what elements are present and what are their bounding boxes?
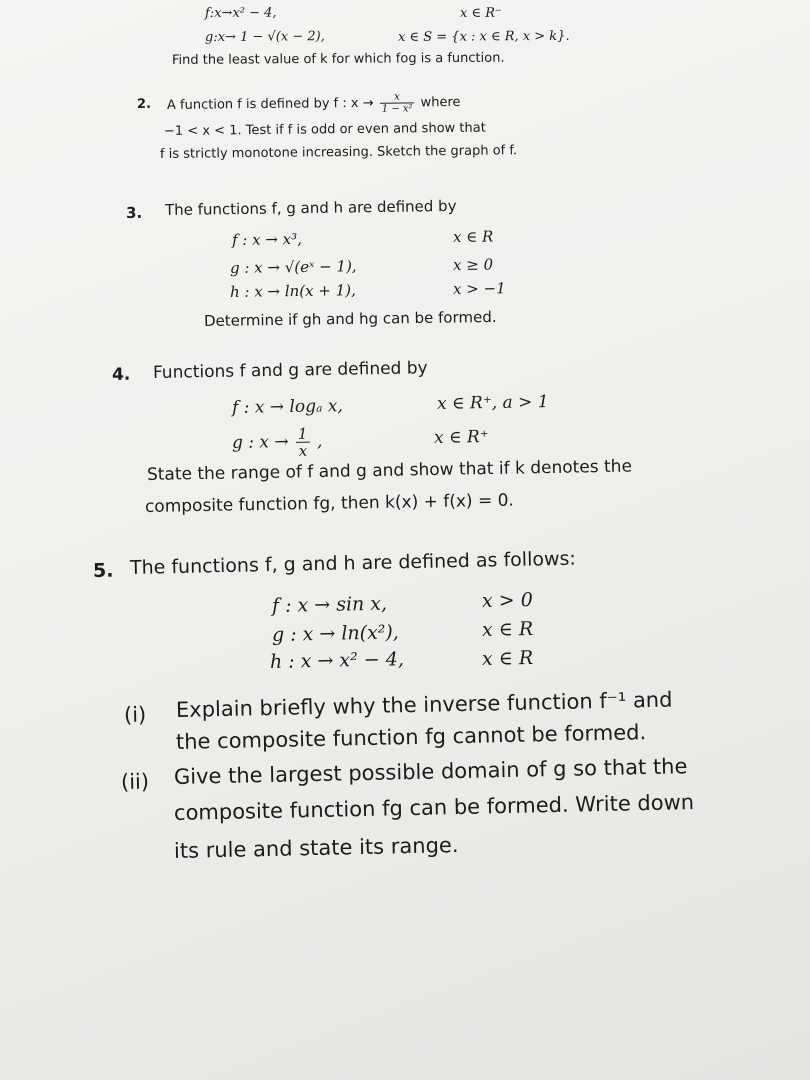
q3-g-definition: g : x → √(eˣ − 1), xyxy=(229,257,357,277)
q5-part-i-line1: Explain briefly why the inverse function f⁻¹ and xyxy=(175,687,673,722)
q2-line1 xyxy=(167,91,461,117)
q5-part-i-label: (i) xyxy=(123,702,147,727)
q4-g-definition-start: g : x → xyxy=(231,432,289,453)
q5-f-definition: f : x → sin x, xyxy=(271,592,388,617)
q5-intro: The functions f, g and h are defined as follows: xyxy=(129,547,577,579)
q4-g-domain: x ∈ R⁺ xyxy=(433,427,489,448)
q4-g-fraction-denominator: x xyxy=(298,441,308,460)
q5-number: 5. xyxy=(92,559,114,582)
q3-h-definition: h : x → ln(x + 1), xyxy=(229,281,356,301)
q2-fraction-numerator: x xyxy=(380,91,415,103)
q4-g-fraction-numerator: 1 xyxy=(297,424,308,443)
q1-g-domain: x ∈ S = {x : x ∈ R, x > k}. xyxy=(397,28,570,45)
q5-part-ii-label: (ii) xyxy=(120,769,150,794)
q5-f-domain: x > 0 xyxy=(481,588,534,612)
q1-g-definition: g:x→ 1 − √(x − 2), xyxy=(204,29,325,45)
q5-part-ii-line1: Give the largest possible domain of g so that the xyxy=(173,754,688,789)
q4-number: 4. xyxy=(111,364,131,385)
q4-f-definition: f : x → logₐ x, xyxy=(231,396,343,418)
q5-h-definition: h : x → x² − 4, xyxy=(269,648,405,673)
q2-line2: −1 < x < 1. Test if f is odd or even and show that xyxy=(163,120,486,139)
q4-intro: Functions f and g are defined by xyxy=(152,358,428,383)
q5-part-ii-line3: its rule and state its range. xyxy=(173,833,459,863)
q1-f-definition: f:x→x² − 4, xyxy=(204,5,277,21)
q3-f-domain: x ∈ R xyxy=(452,227,494,246)
q2-line3: f is strictly monotone increasing. Sketch the graph of f. xyxy=(159,143,518,162)
q3-h-domain: x > −1 xyxy=(452,279,506,298)
q3-intro: The functions f, g and h are defined by xyxy=(164,196,457,219)
q3-f-definition: f : x → x³, xyxy=(231,230,303,249)
q4-line1: State the range of f and g and show that if k denotes the xyxy=(146,456,633,485)
q2-fraction xyxy=(380,91,415,114)
q3-number: 3. xyxy=(125,203,143,222)
q5-h-domain: x ∈ R xyxy=(481,646,534,670)
q3-question-text: Determine if gh and hg can be formed. xyxy=(203,307,497,330)
q4-g-definition-end: , xyxy=(316,431,323,452)
q2-number: 2. xyxy=(136,96,152,112)
q4-line2: composite function fg, then k(x) + f(x) = 0. xyxy=(144,490,515,517)
q2-line1-start: A function f is defined by f : x → xyxy=(166,95,374,113)
q1-question-text: Find the least value of k for which fog is a function. xyxy=(171,50,505,68)
q4-f-domain: x ∈ R⁺, a > 1 xyxy=(436,392,549,414)
q4-g-fraction xyxy=(296,426,310,459)
q1-f-domain: x ∈ R⁻ xyxy=(459,5,502,21)
q5-part-i-line2: the composite function fg cannot be formed. xyxy=(175,720,647,754)
q5-part-ii-line2: composite function fg can be formed. Write down xyxy=(173,790,695,825)
q5-g-domain: x ∈ R xyxy=(481,617,534,641)
q2-fraction-denominator: 1 − x² xyxy=(381,103,413,115)
q3-g-domain: x ≥ 0 xyxy=(452,255,494,274)
q5-g-definition: g : x → ln(x²), xyxy=(271,621,400,646)
q4-g-definition xyxy=(232,425,323,460)
q2-line1-end: where xyxy=(420,94,461,111)
